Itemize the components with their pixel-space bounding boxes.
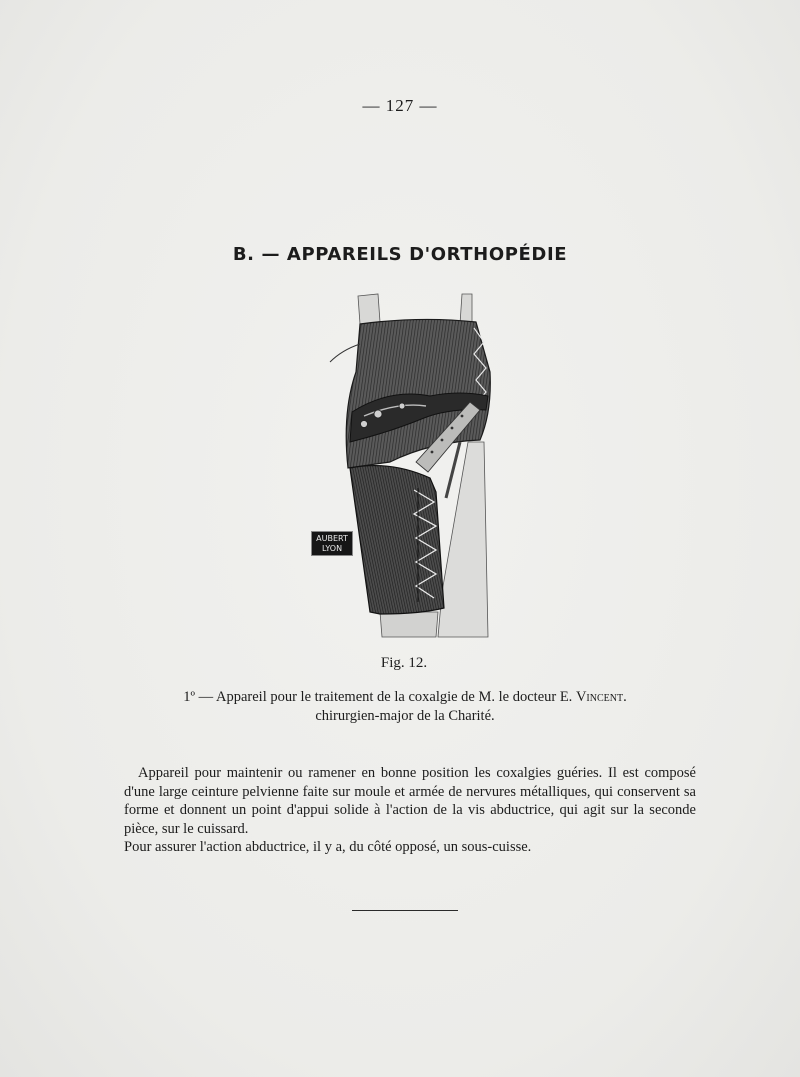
section-title: B. — APPAREILS D'ORTHOPÉDIE <box>232 244 568 265</box>
figure-label: Fig. 12. <box>380 655 428 671</box>
maker-stamp <box>311 531 353 556</box>
caption-line-1 <box>100 688 710 707</box>
paragraph-2: Pour assurer l'action abductrice, il y a, du côté opposé, un sous-cuisse. <box>124 839 532 855</box>
section-end-rule <box>352 910 458 911</box>
stamp-line-2: LYON <box>321 544 343 553</box>
orthopedic-brace-illustration <box>320 292 500 642</box>
paragraph-1: Appareil pour maintenir ou ramener en bonne position les coxalgies guéries. Il est composé d'une large ceinture pelvienne faite sur moule et armée de nervures métalliques, qui conservent sa forme et donnent un point d'appui solide à l'action de la vis abductrice, qui agit sur la seconde pièce, sur le cuissard. <box>124 765 696 837</box>
caption-line-2: chirurgien-major de la Charité. <box>315 708 495 724</box>
body-text <box>124 764 696 857</box>
thigh-cuissard <box>350 466 444 614</box>
caption-period: . <box>623 689 627 705</box>
caption-prefix: 1º — Appareil pour le traitement de la coxalgie de M. le docteur E. <box>183 689 573 705</box>
figure-caption <box>100 688 710 726</box>
page-number: — 127 — <box>362 96 438 115</box>
stamp-line-1: AUBERT <box>316 534 348 543</box>
caption-name: Vincent <box>575 689 624 705</box>
